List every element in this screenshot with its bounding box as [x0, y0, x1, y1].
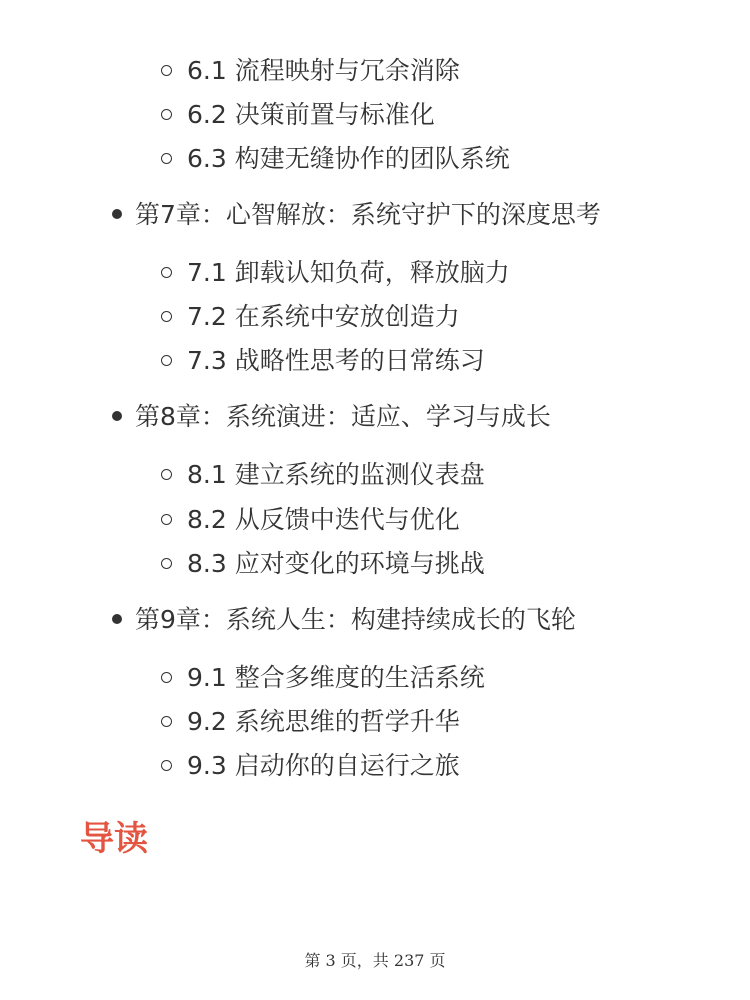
- solid-bullet-icon: [112, 411, 122, 421]
- toc-chapter-item: [112, 605, 576, 635]
- toc-section-item: [161, 549, 485, 579]
- toc-section-item: [161, 505, 460, 535]
- toc-section-label: 9.3 启动你的自运行之旅: [187, 751, 460, 780]
- hollow-bullet-icon: [161, 65, 172, 76]
- toc-section-label: 9.2 系统思维的哲学升华: [187, 707, 460, 736]
- section-heading: 导读: [80, 819, 148, 859]
- solid-bullet-icon: [112, 614, 122, 624]
- hollow-bullet-icon: [161, 153, 172, 164]
- toc-section-item: [161, 460, 485, 490]
- toc-section-item: [161, 707, 460, 737]
- toc-section-label: 7.3 战略性思考的日常练习: [187, 346, 485, 375]
- toc-section-item: [161, 346, 485, 376]
- toc-section-item: [161, 751, 460, 781]
- hollow-bullet-icon: [161, 109, 172, 120]
- page-number-footer: 第 3 页，共 237 页: [304, 951, 446, 970]
- hollow-bullet-icon: [161, 311, 172, 322]
- toc-chapter-label: 第9章：系统人生：构建持续成长的飞轮: [135, 605, 576, 634]
- toc-section-item: [161, 663, 485, 693]
- hollow-bullet-icon: [161, 514, 172, 525]
- hollow-bullet-icon: [161, 760, 172, 771]
- toc-section-label: 9.1 整合多维度的生活系统: [187, 663, 485, 692]
- toc-section-label: 6.3 构建无缝协作的团队系统: [187, 144, 510, 173]
- toc-chapter-item: [112, 200, 601, 230]
- toc-section-label: 8.3 应对变化的环境与挑战: [187, 549, 485, 578]
- toc-section-item: [161, 144, 510, 174]
- toc-chapter-label: 第7章：心智解放：系统守护下的深度思考: [135, 200, 601, 229]
- solid-bullet-icon: [112, 209, 122, 219]
- toc-chapter-item: [112, 402, 551, 432]
- hollow-bullet-icon: [161, 267, 172, 278]
- toc-section-label: 7.2 在系统中安放创造力: [187, 302, 460, 331]
- toc-section-item: [161, 100, 435, 130]
- toc-section-label: 8.1 建立系统的监测仪表盘: [187, 460, 485, 489]
- toc-section-item: [161, 258, 510, 288]
- toc-section-label: 8.2 从反馈中迭代与优化: [187, 505, 460, 534]
- toc-section-label: 6.1 流程映射与冗余消除: [187, 56, 460, 85]
- hollow-bullet-icon: [161, 672, 172, 683]
- toc-section-item: [161, 56, 460, 86]
- toc-chapter-label: 第8章：系统演进：适应、学习与成长: [135, 402, 551, 431]
- hollow-bullet-icon: [161, 558, 172, 569]
- hollow-bullet-icon: [161, 716, 172, 727]
- hollow-bullet-icon: [161, 355, 172, 366]
- toc-section-item: [161, 302, 460, 332]
- toc-section-label: 6.2 决策前置与标准化: [187, 100, 435, 129]
- hollow-bullet-icon: [161, 469, 172, 480]
- toc-section-label: 7.1 卸载认知负荷，释放脑力: [187, 258, 510, 287]
